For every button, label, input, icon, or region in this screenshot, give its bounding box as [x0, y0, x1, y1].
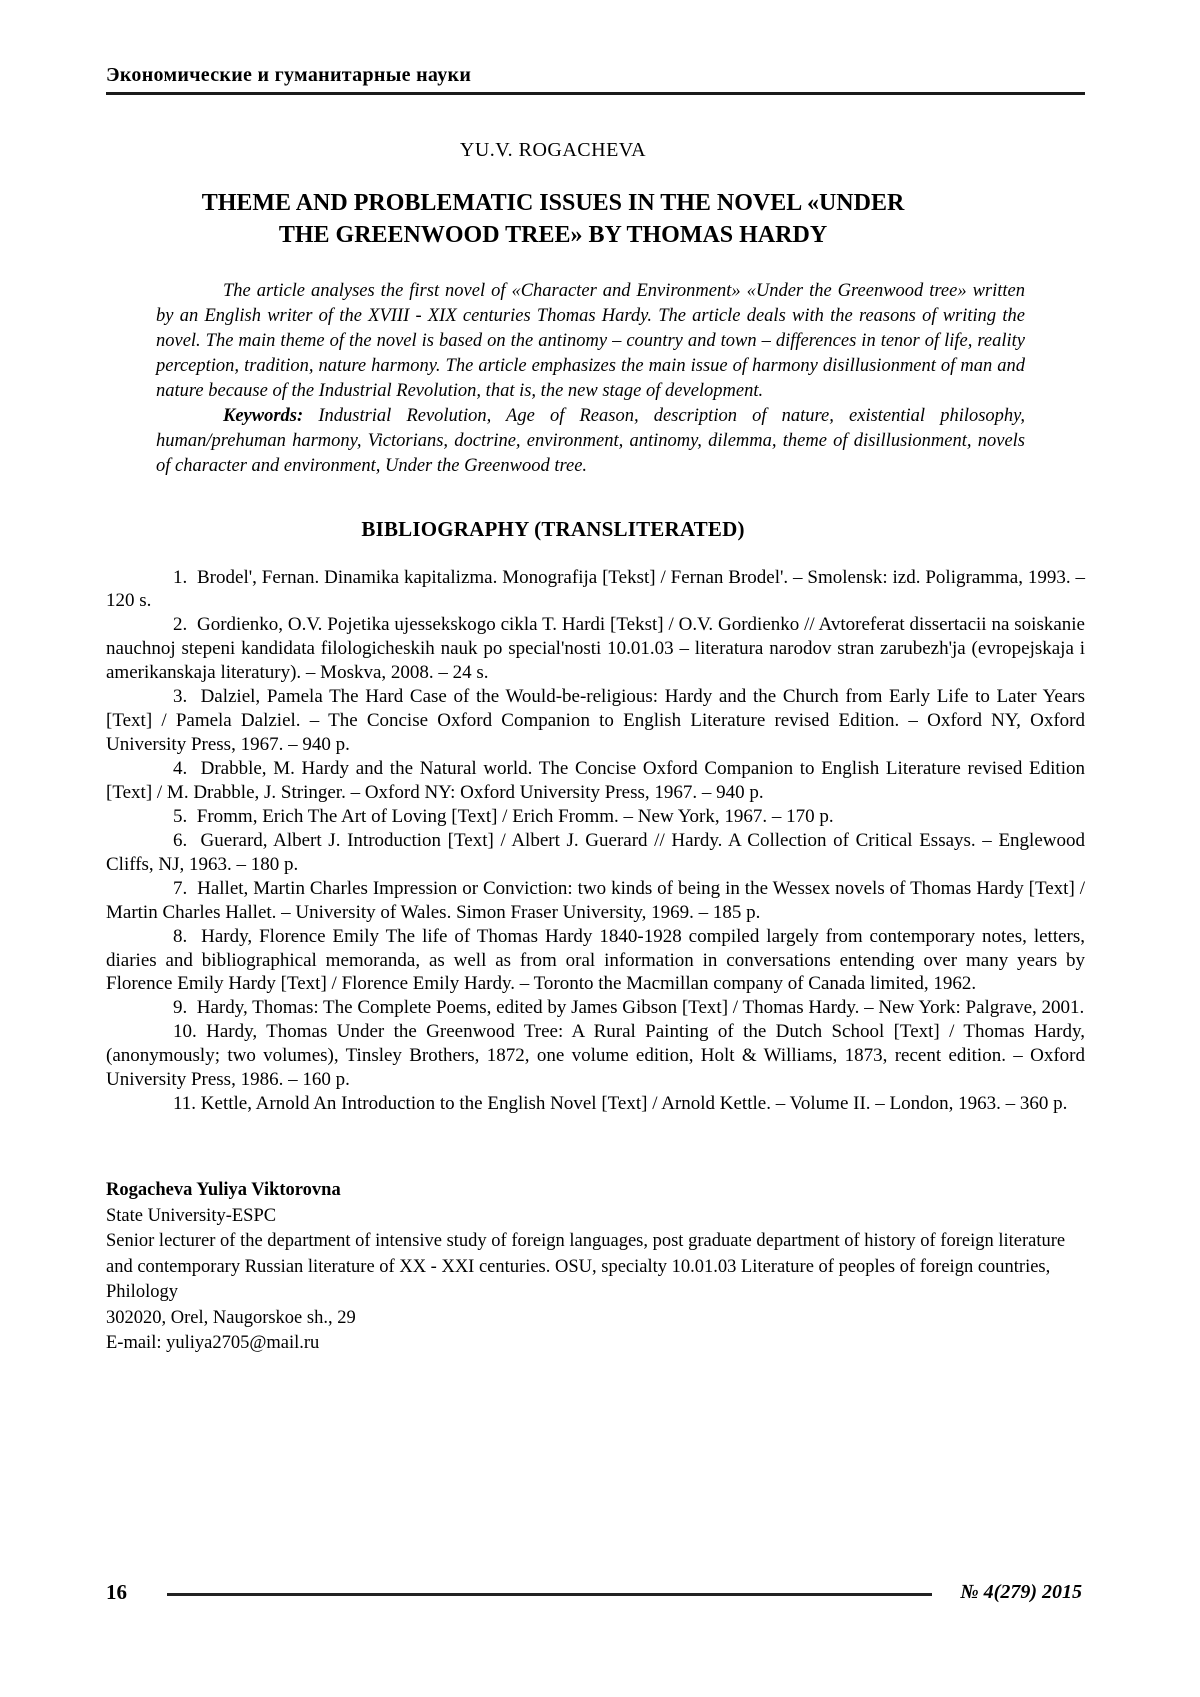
- keywords-paragraph: [156, 404, 1025, 479]
- footer-rule: [167, 1593, 932, 1596]
- bibliography-item-1: 1. Brodel', Fernan. Dinamika kapitalizma. Monografija [Tekst] / Fernan Brodel'. – Smolensk: izd. Poligramma, 1993. – 120 s.: [106, 566, 1085, 612]
- bibliography-item-4: 4. Drabble, M. Hardy and the Natural world. The Concise Oxford Companion to English Literature revised Edition [Text] / M. Drabble, J. Stringer. – Oxford NY: Oxford University Press, 1967. – 940 p.: [106, 758, 1085, 803]
- article-title-line-2: THE GREENWOOD TREE» BY THOMAS HARDY: [278, 222, 828, 249]
- running-head: [106, 64, 1085, 95]
- author-affiliation: State University-ESPC: [106, 1205, 277, 1226]
- author-info-block: [106, 1178, 1085, 1357]
- author-address: 302020, Orel, Naugorskoe sh., 29: [106, 1307, 356, 1328]
- article-title-line-1: THEME AND PROBLEMATIC ISSUES IN THE NOVEL «UNDER: [201, 190, 905, 216]
- article-title: [106, 187, 1000, 252]
- author-name: Rogacheva Yuliya Viktorovna: [106, 1180, 341, 1201]
- abstract-text: The article analyses the first novel of «Character and Environment» «Under the Greenwood tree» written by an English writer of the XVIII - XIX centuries Thomas Hardy. The article deals with the reasons of writing the novel. The main theme of the novel is based on the antinomy – country and town – differences in tenor of life, reality perception, tradition, nature harmony. The article emphasizes the main issue of harmony disillusionment of man and nature because of the Industrial Revolution, that is, the new stage of development.: [156, 280, 1025, 401]
- issue-label: № 4(279) 2015: [960, 1581, 1082, 1603]
- bibliography-item-2: 2. Gordienko, O.V. Pojetika ujessekskogo cikla T. Hardi [Tekst] / O.V. Gordienko // Avtoreferat dissertacii na soiskanie nauchnoj stepeni kandidata filologicheskih nauk po special'nosti 10.01.03 – literatura narodov stran zarubezh'ja (evropejskaja i amerikanskaja literatury). – Moskva, 2008. – 24 s.: [106, 614, 1085, 684]
- page-number: 16: [106, 1580, 127, 1604]
- keywords-label: Keywords:: [223, 405, 304, 426]
- bibliography-item-6: 6. Guerard, Albert J. Introduction [Text] / Albert J. Guerard // Hardy. A Collection of Critical Essays. – Englewood Cliffs, NJ, 1963. – 180 p.: [106, 829, 1085, 875]
- bibliography-item-7: 7. Hallet, Martin Charles Impression or Conviction: two kinds of being in the Wessex novels of Thomas Hardy [Text] / Martin Charles Hallet. – University of Wales. Simon Fraser University, 1969. – 185 p.: [106, 877, 1085, 923]
- running-head-text: Экономические и гуманитарные науки: [106, 64, 472, 86]
- bibliography-item-10: 10. Hardy, Thomas Under the Greenwood Tree: A Rural Painting of the Dutch School [Text] / Thomas Hardy, (anonymously; two volumes), Tinsley Brothers, 1872, one volume edition, Holt & Williams, 1873, recent edition. – Oxford University Press, 1986. – 160 p.: [106, 1021, 1085, 1091]
- bibliography-item-8: 8. Hardy, Florence Emily The life of Thomas Hardy 1840-1928 compiled largely from contemporary notes, letters, diaries and bibliographical memoranda, as well as from oral information in conversations entending over many years by Florence Emily Hardy [Text] / Florence Emily Hardy. – Toronto the Macmillan company of Canada limited, 1962.: [106, 925, 1085, 995]
- bibliography-item-11: 11. Kettle, Arnold An Introduction to the English Novel [Text] / Arnold Kettle. – Volume II. – London, 1963. – 360 p.: [173, 1093, 1068, 1115]
- keywords-text: Industrial Revolution, Age of Reason, description of nature, existential philosophy, human/prehuman harmony, Victorians, doctrine, environment, antinomy, dilemma, theme of disillusionment, novels of character and environment, Under the Greenwood tree.: [156, 405, 1025, 476]
- author-position: Senior lecturer of the department of intensive study of foreign languages, post graduate department of history of foreign literature and contemporary Russian literature of XX - XXI centuries. OSU, specialty 10.01.03 Literature of peoples of foreign countries, Philology: [106, 1231, 1066, 1303]
- abstract-section: [156, 279, 1025, 479]
- bibliography-heading: BIBLIOGRAPHY (TRANSLITERATED): [361, 516, 745, 541]
- page-footer: [106, 1580, 1082, 1605]
- bibliography-list: [106, 566, 1085, 1117]
- bibliography-item-3: 3. Dalziel, Pamela The Hard Case of the Would-be-religious: Hardy and the Church from Early Life to Later Years [Text] / Pamela Dalziel. – The Concise Oxford Companion to English Literature revised Edition. – Oxford NY, Oxford University Press, 1967. – 940 p.: [106, 686, 1085, 756]
- article-author-heading: YU.V. ROGACHEVA: [459, 139, 647, 161]
- author-email: E-mail: yuliya2705@mail.ru: [106, 1333, 320, 1354]
- bibliography-item-5: 5. Fromm, Erich The Art of Loving [Text] / Erich Fromm. – New York, 1967. – 170 p.: [173, 805, 834, 827]
- bibliography-item-9: 9. Hardy, Thomas: The Complete Poems, edited by James Gibson [Text] / Thomas Hardy. – New York: Palgrave, 2001.: [173, 997, 1085, 1019]
